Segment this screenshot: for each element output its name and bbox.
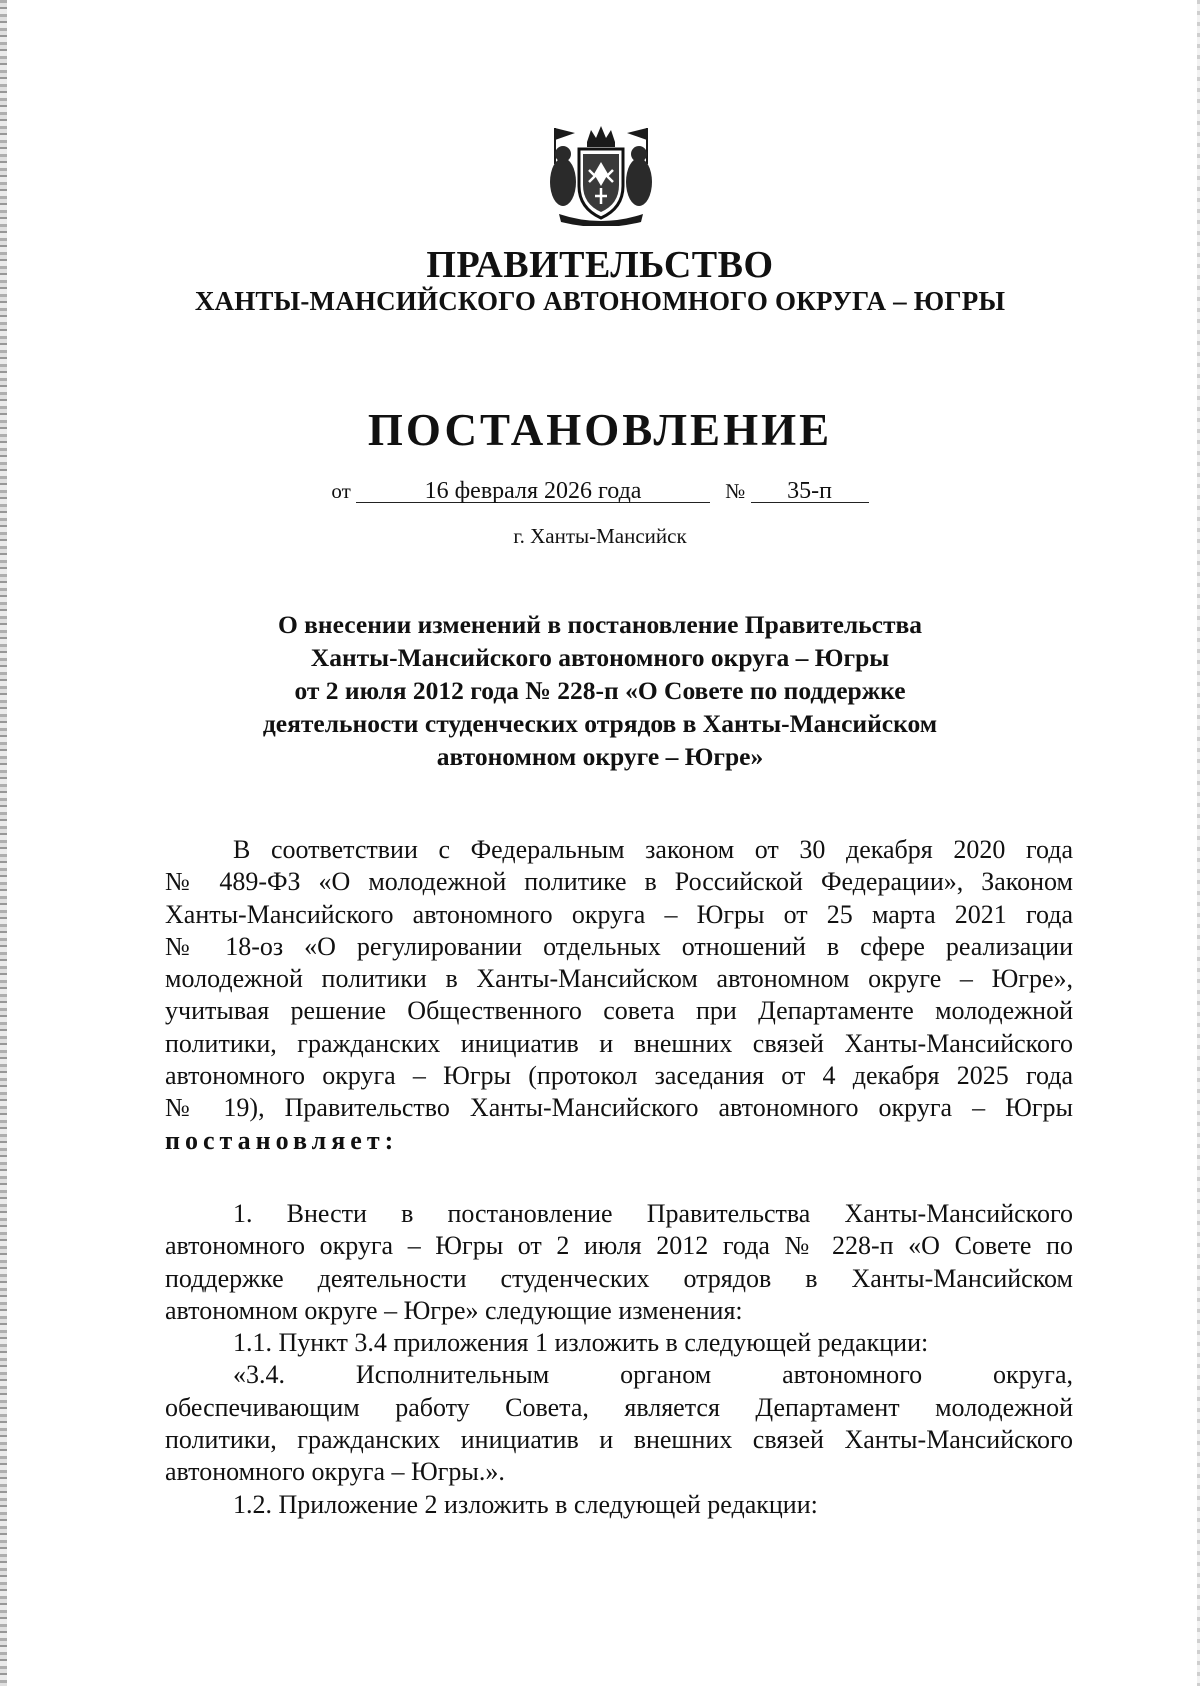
paragraph-line: В соответствии с Федеральным законом от 30 декабря 2020 года	[233, 835, 1073, 864]
coat-of-arms-icon	[545, 124, 657, 226]
paragraph-line: поддержке деятельности студенческих отрядов в Ханты-Мансийском	[165, 1263, 1073, 1293]
subject-line: от 2 июля 2012 года № 228-п «О Совете по поддержке	[294, 676, 906, 705]
paragraph-line: учитывая решение Общественного совета при Департаменте молодежной	[165, 996, 1073, 1026]
paragraph-line: автономного округа – Югры.».	[165, 1457, 505, 1487]
paragraph-line: обеспечивающим работу Совета, является Департамент молодежной	[165, 1392, 1073, 1422]
number-prefix: №	[725, 479, 746, 503]
subject-line: деятельности студенческих отрядов в Ханты-Мансийском	[262, 709, 938, 738]
region-title: ХАНТЫ-МАНСИЙСКОГО АВТОНОМНОГО ОКРУГА – ЮГРЫ	[194, 286, 1006, 316]
document-number: 35-п	[751, 480, 869, 503]
date-prefix: от	[331, 479, 351, 503]
government-title: ПРАВИТЕЛЬСТВО	[426, 244, 774, 286]
item-1-1: 1.1. Пункт 3.4 приложения 1 изложить в следующей редакции:	[233, 1328, 929, 1358]
document-subject	[180, 608, 1020, 773]
document-date: 16 февраля 2026 года	[356, 480, 710, 503]
document-type: ПОСТАНОВЛЕНИЕ	[367, 405, 833, 455]
preamble-paragraph	[165, 834, 1073, 1157]
paragraph-line: Ханты-Мансийского автономного округа – Югры от 25 марта 2021 года	[165, 899, 1073, 929]
paragraph-line: автономном округе – Югре» следующие изменения:	[165, 1295, 743, 1325]
subject-line: О внесении изменений в постановление Правительства	[277, 610, 923, 639]
paragraph-line: № 19), Правительство Ханты-Мансийского автономного округа – Югры	[165, 1093, 1073, 1123]
paragraph-line: автономного округа – Югры от 2 июля 2012 года № 228-п «О Совете по	[165, 1231, 1073, 1261]
city: г. Ханты-Мансийск	[513, 524, 687, 548]
paragraph-line: автономного округа – Югры (протокол заседания от 4 декабря 2025 года	[165, 1061, 1073, 1091]
paragraph-line: «3.4. Исполнительным органом автономного округа,	[233, 1360, 1073, 1390]
paragraph-line: политики, гражданских инициатив и внешних связей Ханты-Мансийского	[165, 1028, 1073, 1058]
resolves-word: постановляет:	[165, 1125, 399, 1155]
paragraph-line: молодежной политики в Ханты-Мансийском автономном округе – Югре»,	[165, 964, 1073, 994]
paragraph-line: 1. Внести в постановление Правительства Ханты-Мансийского	[233, 1199, 1073, 1228]
date-number-line	[0, 479, 1200, 504]
paragraph-line: № 18-оз «О регулировании отдельных отношений в сфере реализации	[165, 931, 1073, 961]
subject-line: Ханты-Мансийского автономного округа – Югры	[310, 643, 890, 672]
item-1-paragraph	[165, 1198, 1073, 1521]
item-1-2: 1.2. Приложение 2 изложить в следующей редакции:	[233, 1489, 818, 1519]
paragraph-line: политики, гражданских инициатив и внешних связей Ханты-Мансийского	[165, 1425, 1073, 1455]
subject-line: автономном округе – Югре»	[436, 742, 764, 771]
paragraph-line: № 489-ФЗ «О молодежной политике в Российской Федерации», Законом	[165, 867, 1073, 897]
